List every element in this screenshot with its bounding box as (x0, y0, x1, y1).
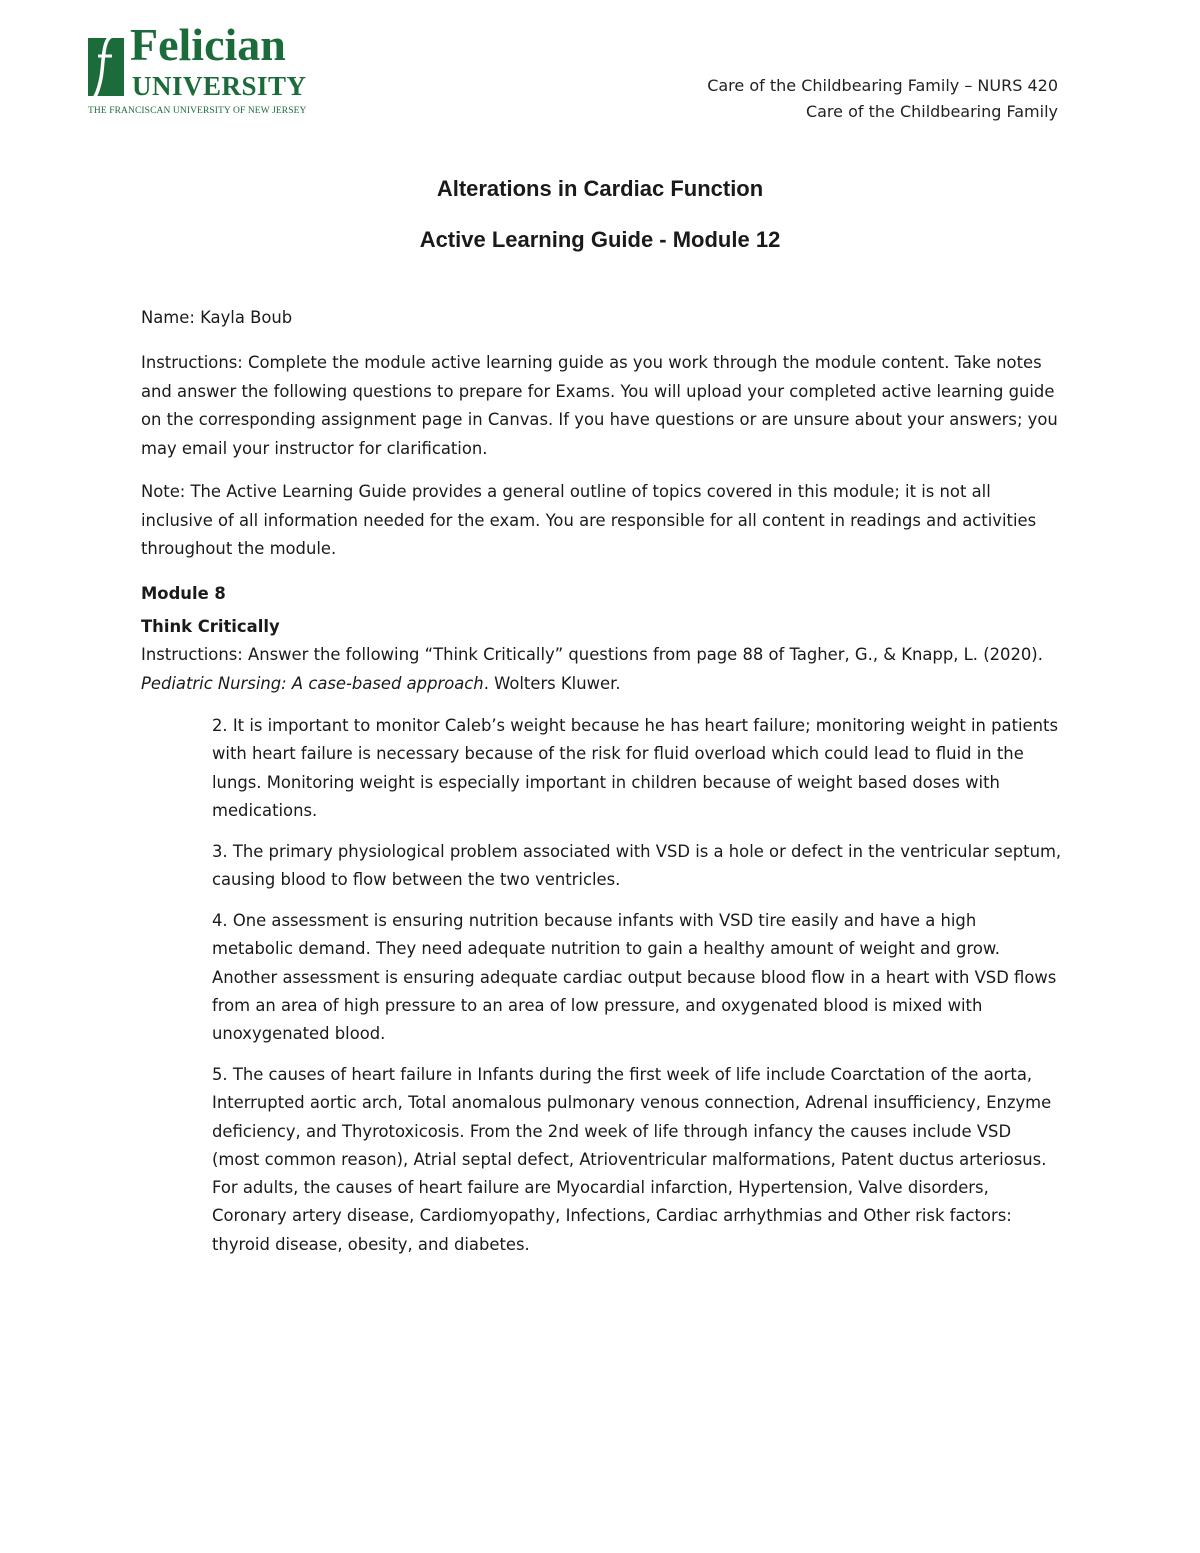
answer-2 (212, 712, 1062, 825)
answer-number: 5. (212, 1065, 228, 1084)
logo-name: Felician (130, 19, 286, 70)
answer-number: 2. (212, 716, 228, 735)
answer-number: 3. (212, 842, 228, 861)
felician-logo-mark-icon (88, 32, 126, 98)
think-instructions-text: Instructions: Answer the following “Think Critically” questions from page 88 of Tagher, G., & Knapp, L. (2020). (141, 645, 1043, 664)
student-name: Name: Kayla Boub (141, 308, 293, 327)
university-logo (88, 19, 338, 123)
answer-5 (212, 1061, 1062, 1259)
page-title: Alterations in Cardiac Function (436, 176, 764, 201)
course-header-line-1: Care of the Childbearing Family – NURS 420 (707, 76, 1058, 95)
course-header-line-2: Care of the Childbearing Family (805, 102, 1058, 121)
think-critically-instructions (141, 641, 1061, 698)
answer-text: The primary physiological problem associated with VSD is a hole or defect in the ventricular septum, causing blood to flow between the two ventricles. (212, 842, 1062, 890)
page-subtitle: Active Learning Guide - Module 12 (419, 227, 781, 252)
answer-4 (212, 907, 1062, 1048)
think-instructions-publisher: . Wolters Kluwer. (483, 673, 621, 693)
course-header (707, 73, 1058, 125)
module-heading: Module 8 (141, 584, 226, 603)
logo-subname: UNIVERSITY (132, 71, 307, 101)
answer-text: The causes of heart failure in Infants during the first week of life include Coarctation of the aorta, Interrupted aortic arch, Total anomalous pulmonary venous connection, Adrenal insufficiency, Enzyme deficiency, and Thyrotoxicosis. From the 2nd week of life through infancy the causes include VSD (most common reason), Atrial septal defect, Atrioventricular malformations, Patent ductus arteriosus. For adults, the causes of heart failure are Myocardial infarction, Hypertension, Valve disorders, Coronary artery disease, Cardiomyopathy, Infections, Cardiac arrhythmias and Other risk factors: thyroid disease, obesity, and diabetes. (212, 1065, 1052, 1254)
answer-text: One assessment is ensuring nutrition because infants with VSD tire easily and have a high metabolic demand. They need adequate nutrition to gain a healthy amount of weight and grow. Another assessment is ensuring adequate cardiac output because blood flow in a heart with VSD flows from an area of high pressure to an area of low pressure, and oxygenated blood is mixed with unoxygenated blood. (212, 911, 1057, 1044)
answer-text: It is important to monitor Caleb’s weight because he has heart failure; monitoring weight in patients with heart failure is necessary because of the risk for fluid overload which could lead to fluid in the lungs. Monitoring weight is especially important in children because of weight based doses with medications. (212, 716, 1058, 820)
think-instructions-book-title: Pediatric Nursing: A case-based approach (141, 673, 484, 693)
instructions-paragraph: Instructions: Complete the module active learning guide as you work through the module content. Take notes and answer the following questions to prepare for Exams. You will upload your completed active learning guide on the corresponding assignment page in Canvas. If you have questions or are unsure about your answers; you may email your instructor for clarification. (141, 353, 1058, 458)
think-critically-heading: Think Critically (141, 617, 280, 636)
answer-number: 4. (212, 911, 228, 930)
answer-3 (212, 838, 1062, 895)
note-paragraph: Note: The Active Learning Guide provides a general outline of topics covered in this module; it is not all inclusive of all information needed for the exam. You are responsible for all content in readings and activities throughout the module. (141, 482, 1037, 558)
logo-tagline: THE FRANCISCAN UNIVERSITY OF NEW JERSEY (88, 106, 307, 116)
